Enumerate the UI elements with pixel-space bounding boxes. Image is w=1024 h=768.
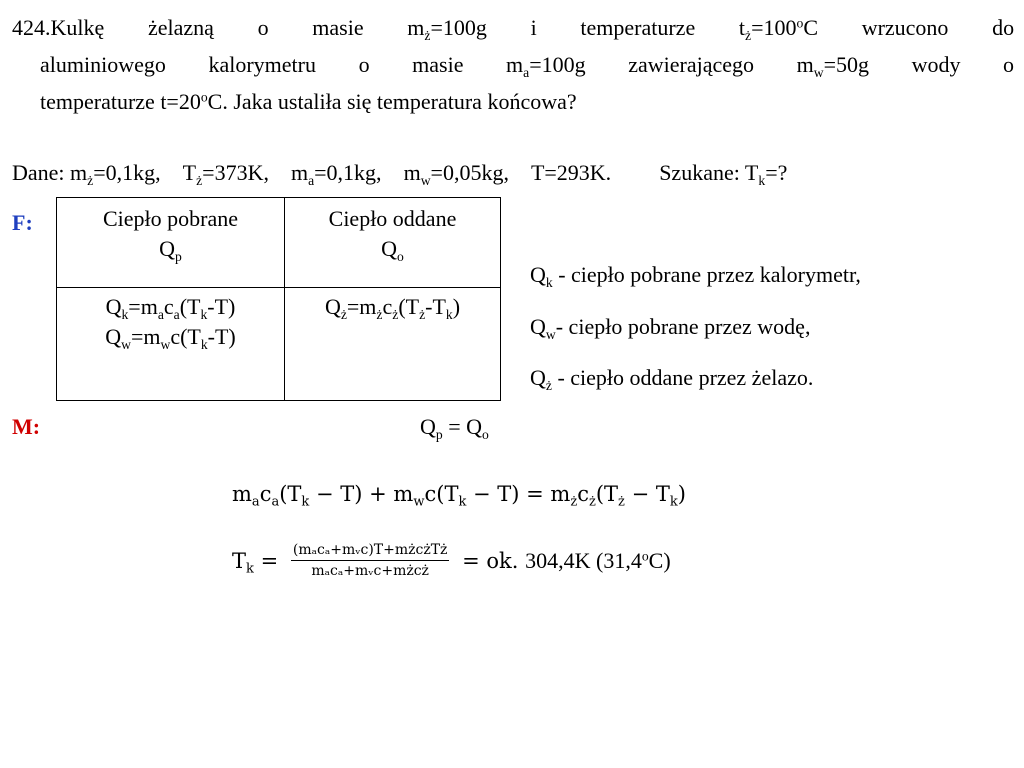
table-header-row [57,198,501,288]
header-heat-released: Ciepło oddane $Q_o$ [285,198,501,288]
legend-item-qw: $Q_w-$ ciepło pobrane przez wodę, [530,314,811,342]
label-f: F: [12,210,33,235]
legend-item-qz: $Q_ż$ - ciepło oddane przez żelazo. [530,365,814,393]
label-m: M: [12,414,41,439]
fraction-denominator: mₐcₐ+mᵥc+mżcż [311,563,429,579]
legend-item-qk: $Q_k$ - ciepło pobrane przez kalorymetr, [530,262,861,290]
heat-table [56,197,501,401]
problem-statement [12,9,1014,120]
balance-equation: $m_ac_a(T_k - T) + m_wc(T_k - T) = m_żc_ż(T_ż - T_k)$ [232,482,686,510]
problem-line-1: 424.Kulkę żelazną o masie $m_ż=100g$ i temperaturze $t_ż=100^oC$ wrzucono do [12,15,1015,43]
header-heat-absorbed: Ciepło pobrane $Q_p$ [57,198,285,288]
table-row [57,288,501,401]
problem-line-3: temperaturze $t=20^oC$. Jaka ustaliła się temperatura końcowa? [40,89,577,114]
heat-balance: $Q_p = Q_o$ [420,414,489,442]
result-value: 304,4K (31,4$^o$C) [525,547,671,573]
fraction-numerator: (mₐcₐ+mᵥc)T+mżcżTż [291,540,450,561]
fraction [291,540,450,581]
given-data-line: Dane: $m_ż=0,1kg$, $T_ż=373K$, $m_a=0,1kg$, $m_w=0,05kg$, T=293K. Szukane: $T_k=$? [12,160,788,188]
final-temperature-equation: $T_k$ = $\frac{\text{(mₐcₐ+mᵥc)T+mżcżTż}}{\text{mₐcₐ+mᵥc+mżcż}}$ = ok. 304,4K (31,4$^o$C) [232,542,671,579]
problem-line-2: aluminiowego kalorymetru o masie $m_a=100g$ zawierającego $m_w=50g$ wody o [40,52,1015,80]
cell-absorbed-formulas: $Q_k=m_ac_a(T_k-T)$ $Q_w=m_wc(T_k-T)$ [57,288,285,401]
cell-released-formula: $Q_ż=m_żc_ż(T_ż-T_k)$ [285,288,501,401]
